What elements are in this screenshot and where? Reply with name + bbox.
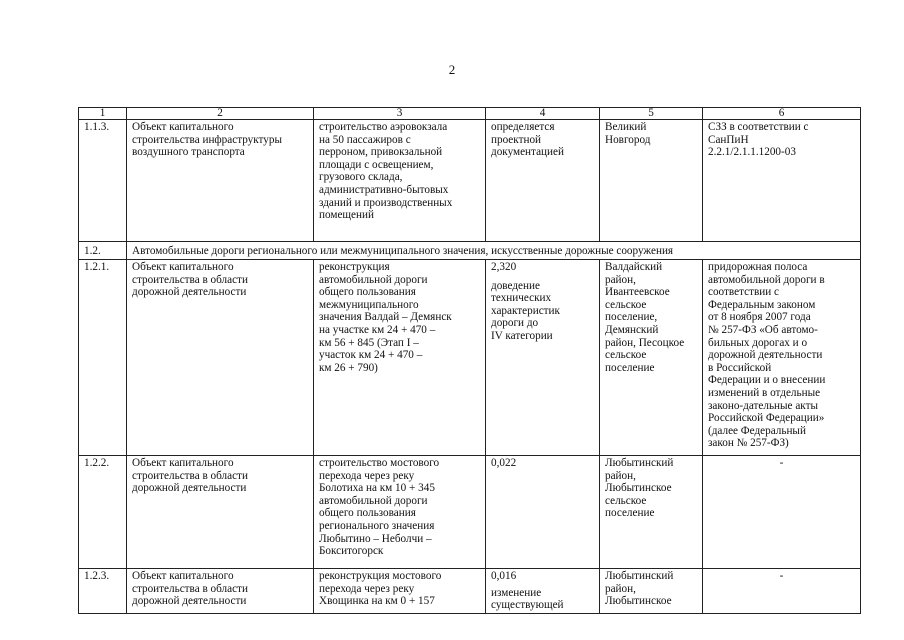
zone-cell: придорожная полоса автомобильной дороги в соответствии с Федеральным законом от 8 ноября 2007 года № 257-ФЗ «Об автомо- бильных дорогах и о дорожной деятельности в Российской Федерации и о внесении изменений в отдельные законо-дательные акты Российской Федерации» (далее Федеральный закон № 257-ФЗ) bbox=[703, 260, 861, 456]
value-text: 0,016 bbox=[491, 570, 517, 582]
description-cell: строительство мостового перехода через реку Болотиха на км 10 + 345 автомобильной дороги общего пользования регионального значения Любытино – Неболчи – Бокситогорск bbox=[314, 456, 486, 569]
description-cell: реконструкция автомобильной дороги общего пользования межмуниципального значения Валдай – Демянск на участке км 24 + 470 – км 56 + 845 (Этап I – участок км 24 + 470 – км 26 + 790) bbox=[314, 260, 486, 456]
characteristics-cell bbox=[486, 569, 600, 614]
value-text: 2,320 bbox=[491, 261, 517, 273]
zone-cell: - bbox=[703, 569, 861, 614]
characteristics-text: доведение технических характеристик дороги до IV категории bbox=[491, 279, 560, 342]
characteristics-text: изменение существующей bbox=[491, 586, 564, 612]
zone-cell: СЗЗ в соответствии с СанПиН 2.2.1/2.1.1.1200-03 bbox=[703, 120, 861, 242]
table-row bbox=[79, 569, 861, 614]
column-header: 3 bbox=[314, 108, 486, 120]
location-cell: Великий Новгород bbox=[600, 120, 703, 242]
section-number: 1.2. bbox=[79, 242, 127, 260]
table-row bbox=[79, 456, 861, 569]
column-header: 6 bbox=[703, 108, 861, 120]
column-header: 4 bbox=[486, 108, 600, 120]
object-cell: Объект капитального строительства в области дорожной деятельности bbox=[127, 456, 314, 569]
object-cell: Объект капитального строительства в области дорожной деятельности bbox=[127, 260, 314, 456]
location-cell: Любытинский район, Любытинское сельское поселение bbox=[600, 456, 703, 569]
row-number: 1.2.2. bbox=[79, 456, 127, 569]
row-number: 1.2.3. bbox=[79, 569, 127, 614]
table-header-row bbox=[79, 108, 861, 120]
location-cell: Валдайский район, Ивантеевское сельское поселение, Демянский район, Песоцкое сельское поселение bbox=[600, 260, 703, 456]
description-cell: строительство аэровокзала на 50 пассажиров с перроном, привокзальной площади с освещением, грузового склада, административно-бытовых зданий и производственных помещений bbox=[314, 120, 486, 242]
table-row bbox=[79, 260, 861, 456]
row-number: 1.1.3. bbox=[79, 120, 127, 242]
description-cell: реконструкция мостового перехода через реку Хвощинка на км 0 + 157 bbox=[314, 569, 486, 614]
page-number: 2 bbox=[448, 62, 456, 77]
section-row bbox=[79, 242, 861, 260]
column-header: 1 bbox=[79, 108, 127, 120]
object-cell: Объект капитального строительства в области дорожной деятельности bbox=[127, 569, 314, 614]
zone-cell: - bbox=[703, 456, 861, 569]
characteristics-cell bbox=[486, 260, 600, 456]
row-number: 1.2.1. bbox=[79, 260, 127, 456]
object-cell: Объект капитального строительства инфраструктуры воздушного транспорта bbox=[127, 120, 314, 242]
document-table bbox=[78, 107, 861, 614]
table-row bbox=[79, 120, 861, 242]
characteristics-cell bbox=[486, 456, 600, 569]
column-header: 2 bbox=[127, 108, 314, 120]
location-cell: Любытинский район, Любытинское bbox=[600, 569, 703, 614]
section-title: Автомобильные дороги регионального или межмуниципального значения, искусственные дорожные сооружения bbox=[127, 242, 861, 260]
column-header: 5 bbox=[600, 108, 703, 120]
value-text: 0,022 bbox=[491, 457, 517, 469]
characteristics-cell: определяется проектной документацией bbox=[486, 120, 600, 242]
